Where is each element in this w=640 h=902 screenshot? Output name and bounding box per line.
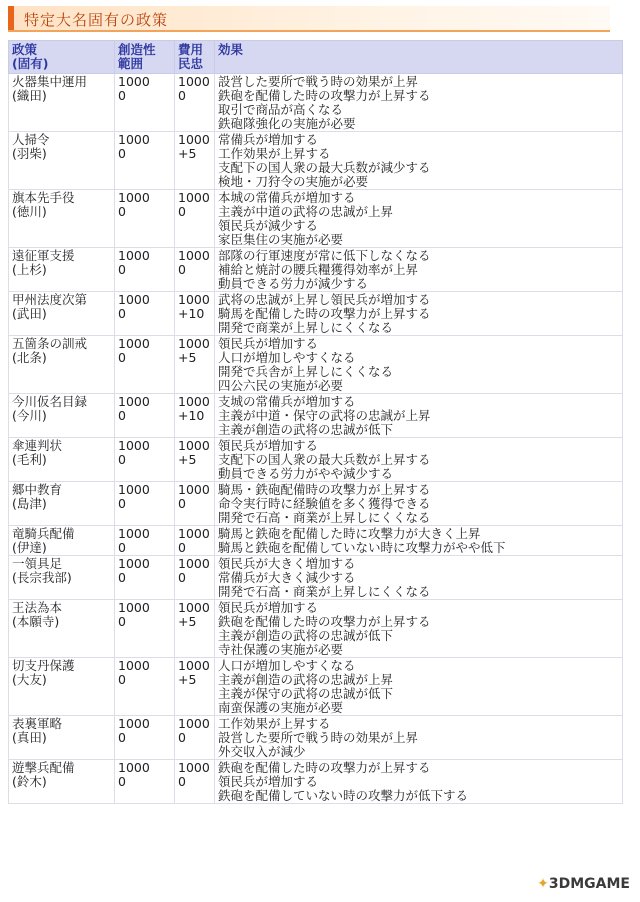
policy-name-cell: 五箇条の訓戒 (北条) <box>9 336 115 394</box>
policy-name-cell: 甲州法度次第 (武田) <box>9 292 115 336</box>
policy-name-cell: 傘連判状 (毛利) <box>9 438 115 482</box>
creativity-cell: 1000 0 <box>115 482 175 526</box>
policy-name-cell: 一領具足 (長宗我部) <box>9 556 115 600</box>
cost-cell: 1000 0 <box>175 556 215 600</box>
effect-cell: 設営した要所で戦う時の効果が上昇 鉄砲を配備した時の攻撃力が上昇する 取引で商品が高くなる 鉄砲隊強化の実施が必要 <box>215 74 623 132</box>
cost-cell: 1000 +10 <box>175 394 215 438</box>
table-row <box>9 336 623 394</box>
section-header <box>8 6 610 32</box>
cost-cell: 1000 +10 <box>175 292 215 336</box>
creativity-cell: 1000 0 <box>115 526 175 556</box>
creativity-cell: 1000 0 <box>115 760 175 804</box>
policy-name-cell: 遊撃兵配備 (鈴木) <box>9 760 115 804</box>
effect-cell: 鉄砲を配備した時の攻撃力が上昇する 領民兵が増加する 鉄砲を配備していない時の攻撃力が低下する <box>215 760 623 804</box>
effect-cell: 領民兵が大きく増加する 常備兵が大きく減少する 開発で石高・商業が上昇しにくくなる <box>215 556 623 600</box>
cost-cell: 1000 0 <box>175 716 215 760</box>
header-policy: 政策 (固有) <box>9 41 115 74</box>
cost-cell: 1000 +5 <box>175 658 215 716</box>
cost-cell: 1000 0 <box>175 526 215 556</box>
creativity-cell: 1000 0 <box>115 190 175 248</box>
policy-name-cell: 今川仮名目録 (今川) <box>9 394 115 438</box>
cost-cell: 1000 0 <box>175 190 215 248</box>
policy-name-cell: 表裏軍略 (真田) <box>9 716 115 760</box>
header-cost: 費用 民忠 <box>175 41 215 74</box>
creativity-cell: 1000 0 <box>115 716 175 760</box>
effect-cell: 騎馬・鉄砲配備時の攻撃力が上昇する 命令実行時に経験値を多く獲得できる 開発で石高・商業が上昇しにくくなる <box>215 482 623 526</box>
cost-cell: 1000 +5 <box>175 132 215 190</box>
table-row <box>9 248 623 292</box>
policy-table <box>8 40 623 804</box>
table-row <box>9 600 623 658</box>
watermark-logo-icon: ✦ <box>537 876 549 892</box>
effect-cell: 工作効果が上昇する 設営した要所で戦う時の効果が上昇 外交収入が減少 <box>215 716 623 760</box>
effect-cell: 騎馬と鉄砲を配備した時に攻撃力が大きく上昇 騎馬と鉄砲を配備していない時に攻撃力がやや低下 <box>215 526 623 556</box>
table-row <box>9 760 623 804</box>
cost-cell: 1000 0 <box>175 482 215 526</box>
table-row <box>9 394 623 438</box>
creativity-cell: 1000 0 <box>115 600 175 658</box>
table-row <box>9 482 623 526</box>
creativity-cell: 1000 0 <box>115 292 175 336</box>
cost-cell: 1000 +5 <box>175 438 215 482</box>
table-row <box>9 658 623 716</box>
header-accent-bar <box>8 6 14 30</box>
creativity-cell: 1000 0 <box>115 132 175 190</box>
table-row <box>9 526 623 556</box>
creativity-cell: 1000 0 <box>115 556 175 600</box>
header-effect: 効果 <box>215 41 623 74</box>
effect-cell: 本城の常備兵が増加する 主義が中道の武将の忠誠が上昇 領民兵が減少する 家臣集住の実施が必要 <box>215 190 623 248</box>
header-creativity: 創造性 範囲 <box>115 41 175 74</box>
table-header-row <box>9 41 623 74</box>
effect-cell: 常備兵が増加する 工作効果が上昇する 支配下の国人衆の最大兵数が減少する 検地・刀狩令の実施が必要 <box>215 132 623 190</box>
policy-name-cell: 竜騎兵配備 (伊達) <box>9 526 115 556</box>
creativity-cell: 1000 0 <box>115 336 175 394</box>
effect-cell: 人口が増加しやすくなる 主義が創造の武将の忠誠が上昇 主義が保守の武将の忠誠が低下 南蛮保護の実施が必要 <box>215 658 623 716</box>
policy-name-cell: 人掃令 (羽柴) <box>9 132 115 190</box>
table-row <box>9 190 623 248</box>
table-row <box>9 74 623 132</box>
effect-cell: 武将の忠誠が上昇し領民兵が増加する 騎馬を配備した時の攻撃力が上昇する 開発で商業が上昇しにくくなる <box>215 292 623 336</box>
policy-name-cell: 火器集中運用 (織田) <box>9 74 115 132</box>
policy-name-cell: 旗本先手役 (徳川) <box>9 190 115 248</box>
creativity-cell: 1000 0 <box>115 394 175 438</box>
policy-name-cell: 切支丹保護 (大友) <box>9 658 115 716</box>
creativity-cell: 1000 0 <box>115 74 175 132</box>
table-row <box>9 716 623 760</box>
section-title: 特定大名固有の政策 <box>24 11 169 29</box>
site-watermark: ✦3DMGAME <box>537 876 630 892</box>
policy-name-cell: 遠征軍支援 (上杉) <box>9 248 115 292</box>
table-row <box>9 292 623 336</box>
table-row <box>9 556 623 600</box>
creativity-cell: 1000 0 <box>115 248 175 292</box>
effect-cell: 部隊の行軍速度が常に低下しなくなる 補給と焼討の腰兵糧獲得効率が上昇 動員できる労力が減少する <box>215 248 623 292</box>
cost-cell: 1000 0 <box>175 74 215 132</box>
creativity-cell: 1000 0 <box>115 658 175 716</box>
cost-cell: 1000 +5 <box>175 336 215 394</box>
effect-cell: 領民兵が増加する 鉄砲を配備した時の攻撃力が上昇する 主義が創造の武将の忠誠が低下 寺社保護の実施が必要 <box>215 600 623 658</box>
effect-cell: 領民兵が増加する 支配下の国人衆の最大兵数が上昇する 動員できる労力がやや減少する <box>215 438 623 482</box>
table-row <box>9 132 623 190</box>
creativity-cell: 1000 0 <box>115 438 175 482</box>
policy-name-cell: 王法為本 (本願寺) <box>9 600 115 658</box>
effect-cell: 領民兵が増加する 人口が増加しやすくなる 開発で兵舎が上昇しにくくなる 四公六民の実施が必要 <box>215 336 623 394</box>
effect-cell: 支城の常備兵が増加する 主義が中道・保守の武将の忠誠が上昇 主義が創造の武将の忠誠が低下 <box>215 394 623 438</box>
cost-cell: 1000 0 <box>175 760 215 804</box>
cost-cell: 1000 +5 <box>175 600 215 658</box>
table-row <box>9 438 623 482</box>
cost-cell: 1000 0 <box>175 248 215 292</box>
policy-name-cell: 郷中教育 (島津) <box>9 482 115 526</box>
